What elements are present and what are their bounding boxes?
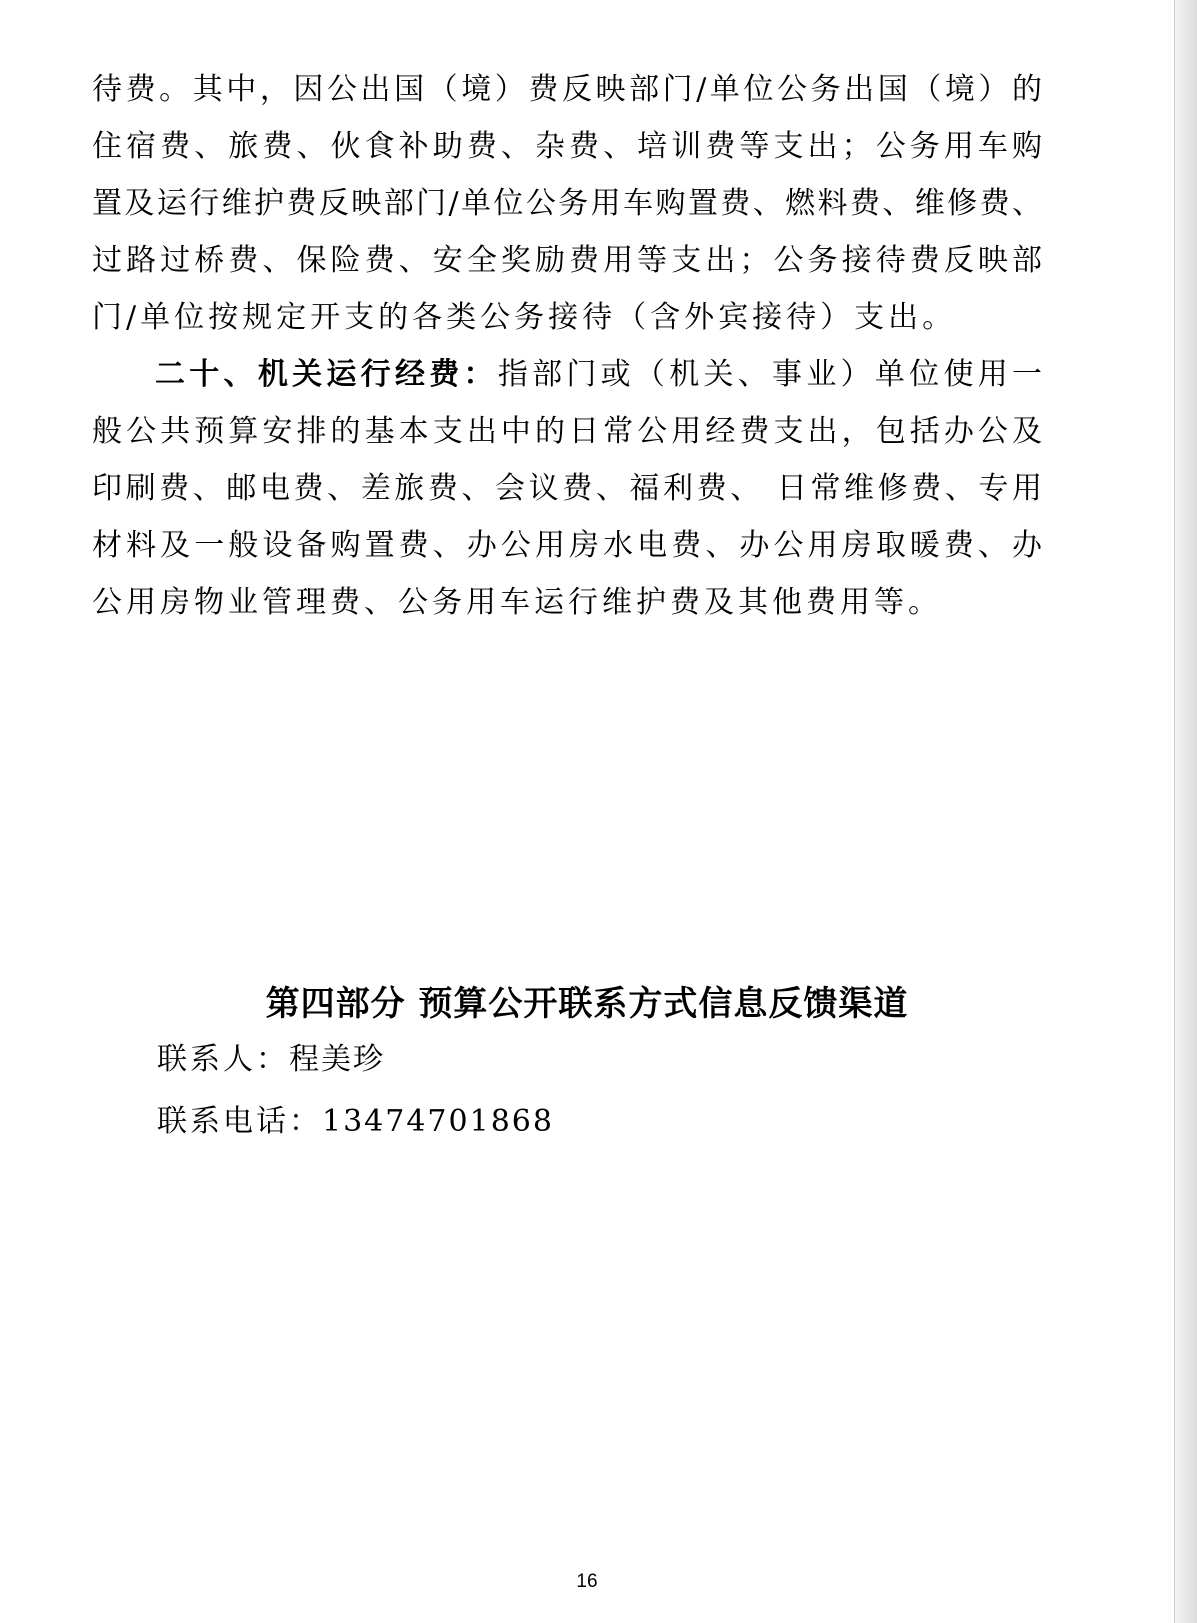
body-line-1: 待费。其中，因公出国（境）费反映部门/单位公务出国（境）的 [92,72,1042,107]
section20-heading: 二十、机关运行经费： [155,357,498,392]
contact-phone-label: 联系电话： [157,1104,322,1139]
body-line-4: 过路过桥费、保险费、安全奖励费用等支出；公务接待费反映部 [92,243,1042,278]
body-line-5: 门/单位按规定开支的各类公务接待（含外宾接待）支出。 [92,300,957,335]
section20-line-2: 般公共预算安排的基本支出中的日常公用经费支出，包括办公及 [92,414,1042,449]
contact-person-value: 程美珍 [289,1042,385,1077]
section20-first-line [155,355,1042,395]
contact-phone-value: 13474701868 [322,1104,554,1139]
page-number: 16 [576,1571,598,1592]
body-line-2: 住宿费、旅费、伙食补助费、杂费、培训费等支出；公务用车购 [92,129,1042,164]
page-edge-shadow [1174,0,1197,1623]
section20-line-3: 印刷费、邮电费、差旅费、会议费、福利费、 日常维修费、专用 [92,471,1042,506]
contact-phone [157,1102,554,1142]
contact-person-label: 联系人： [157,1042,289,1077]
section20-line-5: 公用房物业管理费、公务用车运行维护费及其他费用等。 [92,585,942,620]
body-line-3: 置及运行维护费反映部门/单位公务用车购置费、燃料费、维修费、 [92,186,1042,221]
contact-person [157,1040,385,1080]
section20-line-4: 材料及一般设备购置费、办公用房水电费、办公用房取暖费、办 [92,528,1042,563]
section20-first-line-rest: 指部门或（机关、事业）单位使用一 [497,357,1043,392]
part4-title: 第四部分 预算公开联系方式信息反馈渠道 [265,984,909,1024]
